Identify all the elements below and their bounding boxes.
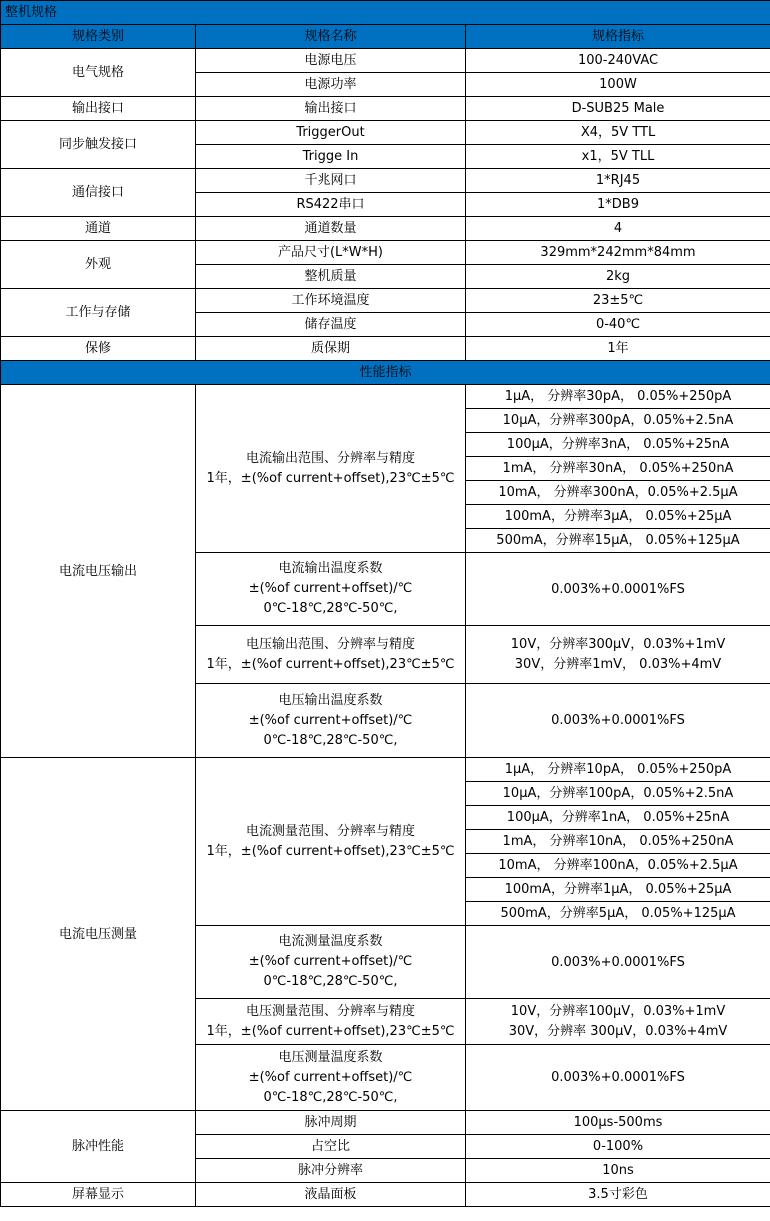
label-line: 0℃-18℃,28℃-50℃, <box>263 732 398 748</box>
spec-name: 通道数量 <box>196 217 466 241</box>
range-value: 500mA，分辨率5μA， 0.05%+125μA <box>466 902 770 926</box>
spec-name: Trigge In <box>196 145 466 169</box>
spec-value: 0-40℃ <box>466 313 770 337</box>
spec-name: TriggerOut <box>196 121 466 145</box>
header-spec: 规格指标 <box>466 25 770 49</box>
spec-name: RS422串口 <box>196 193 466 217</box>
range-value: 100μA，分辨率3nA， 0.05%+25nA <box>466 433 770 457</box>
category-trigger: 同步触发接口 <box>1 121 196 169</box>
category-channel: 通道 <box>1 217 196 241</box>
performance-title: 性能指标 <box>1 361 770 385</box>
label-line: 电流测量范围、分辨率与精度 <box>245 823 415 839</box>
label-line: 电压测量范围、分辨率与精度 <box>245 1003 415 1019</box>
spec-name: 脉冲分辨率 <box>196 1159 466 1183</box>
label-line: 1年，±(%of current+offset),23℃±5℃ <box>206 843 455 859</box>
label-line: 0℃-18℃,28℃-50℃, <box>263 1089 398 1105</box>
range-value: 30V，分辨率 300μV，0.03%+4mV <box>508 1023 728 1039</box>
range-value: 100mA，分辨率1μA， 0.05%+25μA <box>466 878 770 902</box>
temp-coefficient-value: 0.003%+0.0001%FS <box>466 684 770 758</box>
header-name: 规格名称 <box>196 25 466 49</box>
label-line: 电压输出温度系数 <box>278 692 383 708</box>
range-value: 10μA，分辨率300pA，0.05%+2.5nA <box>466 409 770 433</box>
category-appearance: 外观 <box>1 241 196 289</box>
temp-coefficient-value: 0.003%+0.0001%FS <box>466 926 770 999</box>
label-line: 电流输出范围、分辨率与精度 <box>245 450 415 466</box>
spec-value: 1年 <box>466 337 770 361</box>
spec-value: 1*DB9 <box>466 193 770 217</box>
spec-value: 100μs-500ms <box>466 1111 770 1135</box>
label-line: 0℃-18℃,28℃-50℃, <box>263 974 398 989</box>
category-pulse: 脉冲性能 <box>1 1111 196 1183</box>
range-value: 1mA， 分辨率10nA， 0.05%+250nA <box>466 830 770 854</box>
spec-value: 0-100% <box>466 1135 770 1159</box>
range-value: 1μA， 分辨率10pA， 0.05%+250pA <box>466 758 770 782</box>
category-output-port: 输出接口 <box>1 97 196 121</box>
output-current-temp-label <box>196 553 466 626</box>
range-value: 30V，分辨率1mV， 0.03%+4mV <box>514 656 722 672</box>
category-output: 电流电压输出 <box>1 385 196 758</box>
spec-name: 产品尺寸(L*W*H) <box>196 241 466 265</box>
category-warranty: 保修 <box>1 337 196 361</box>
category-comm: 通信接口 <box>1 169 196 217</box>
label-line: ±(%of current+offset)/℃ <box>248 581 413 596</box>
label-line: ±(%of current+offset)/℃ <box>248 1069 413 1085</box>
range-value: 1μA， 分辨率30pA， 0.05%+250pA <box>466 385 770 409</box>
label-line: 电压测量温度系数 <box>278 1049 383 1065</box>
spec-name: 输出接口 <box>196 97 466 121</box>
range-value: 500mA，分辨率15μA， 0.05%+125μA <box>466 529 770 553</box>
range-value: 100μA，分辨率1nA， 0.05%+25nA <box>466 806 770 830</box>
table-title: 整机规格 <box>1 1 770 25</box>
spec-value: 100W <box>466 73 770 97</box>
spec-value: 329mm*242mm*84mm <box>466 241 770 265</box>
measure-voltage-range-label <box>196 999 466 1045</box>
spec-value: 3.5寸彩色 <box>466 1183 770 1207</box>
range-value: 10mA， 分辨率100nA，0.05%+2.5μA <box>466 854 770 878</box>
temp-coefficient-value: 0.003%+0.0001%FS <box>466 1045 770 1111</box>
spec-value: X4，5V TTL <box>466 121 770 145</box>
spec-value: D-SUB25 Male <box>466 97 770 121</box>
measure-current-temp-label <box>196 926 466 999</box>
output-voltage-range-label <box>196 626 466 684</box>
range-value: 10V，分辨率300μV，0.03%+1mV <box>510 636 726 652</box>
label-line: 1年，±(%of current+offset),23℃±5℃ <box>206 470 455 486</box>
label-line: 电流输出温度系数 <box>278 561 383 576</box>
spec-name: 脉冲周期 <box>196 1111 466 1135</box>
measure-voltage-range-values <box>466 999 770 1045</box>
measure-voltage-temp-label <box>196 1045 466 1111</box>
range-value: 10μA，分辨率100pA，0.05%+2.5nA <box>466 782 770 806</box>
label-line: ±(%of current+offset)/℃ <box>248 954 413 969</box>
spec-name: 占空比 <box>196 1135 466 1159</box>
output-current-range-label <box>196 385 466 553</box>
spec-value: 23±5℃ <box>466 289 770 313</box>
spec-value: 100-240VAC <box>466 49 770 73</box>
category-display: 屏幕显示 <box>1 1183 196 1207</box>
spec-name: 工作环境温度 <box>196 289 466 313</box>
spec-value: 4 <box>466 217 770 241</box>
header-category: 规格类别 <box>1 25 196 49</box>
spec-name: 千兆网口 <box>196 169 466 193</box>
category-electrical: 电气规格 <box>1 49 196 97</box>
range-value: 1mA， 分辨率30nA， 0.05%+250nA <box>466 457 770 481</box>
label-line: 电压输出范围、分辨率与精度 <box>245 636 415 652</box>
spec-name: 质保期 <box>196 337 466 361</box>
label-line: 1年，±(%of current+offset),23℃±5℃ <box>206 656 455 672</box>
range-value: 100mA，分辨率3μA， 0.05%+25μA <box>466 505 770 529</box>
spec-value: 2kg <box>466 265 770 289</box>
label-line: ±(%of current+offset)/℃ <box>248 712 413 728</box>
spec-value: x1，5V TLL <box>466 145 770 169</box>
output-voltage-range-values <box>466 626 770 684</box>
spec-name: 液晶面板 <box>196 1183 466 1207</box>
range-value: 10V，分辨率100μV，0.03%+1mV <box>510 1003 726 1019</box>
spec-value: 10ns <box>466 1159 770 1183</box>
spec-name: 整机质量 <box>196 265 466 289</box>
spec-name: 电源电压 <box>196 49 466 73</box>
range-value: 10mA， 分辨率300nA，0.05%+2.5μA <box>466 481 770 505</box>
label-line: 0℃-18℃,28℃-50℃, <box>263 601 398 616</box>
spec-name: 电源功率 <box>196 73 466 97</box>
spec-name: 储存温度 <box>196 313 466 337</box>
category-measure: 电流电压测量 <box>1 758 196 1111</box>
spec-value: 1*RJ45 <box>466 169 770 193</box>
label-line: 1年，±(%of current+offset),23℃±5℃ <box>206 1023 455 1039</box>
output-voltage-temp-label <box>196 684 466 758</box>
temp-coefficient-value: 0.003%+0.0001%FS <box>466 553 770 626</box>
category-environment: 工作与存储 <box>1 289 196 337</box>
measure-current-range-label <box>196 758 466 926</box>
label-line: 电流测量温度系数 <box>278 934 383 949</box>
